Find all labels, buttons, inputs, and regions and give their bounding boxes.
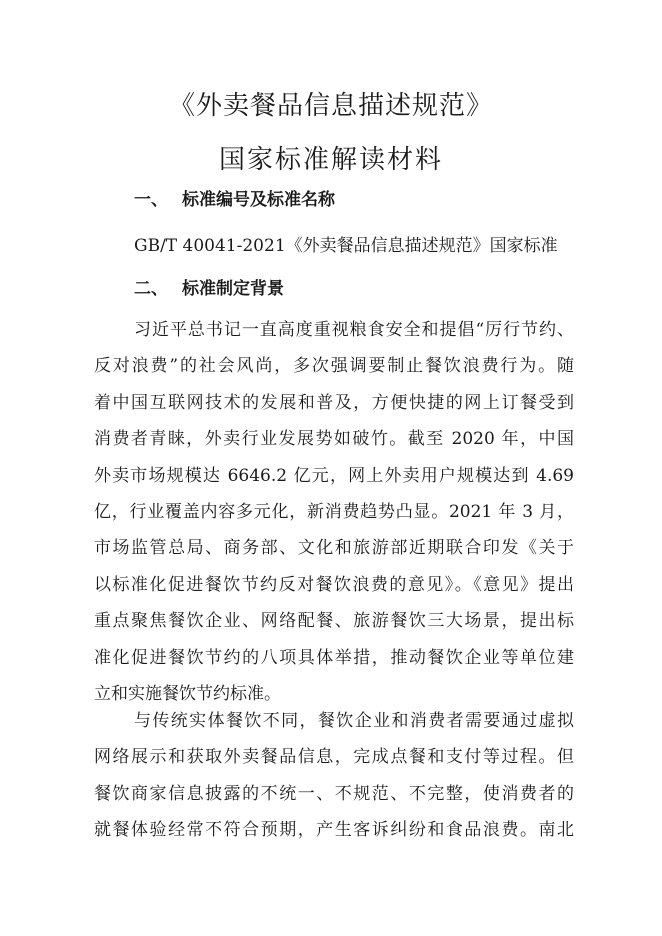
section-2-title: 标准制定背景 — [182, 279, 284, 299]
paragraph-line: 习近平总书记一直高度重视粮食安全和提倡“厉行节约、 — [134, 320, 574, 340]
paragraph-line: 以标准化促进餐饮节约反对餐饮浪费的意见》。《意见》提出 — [94, 574, 574, 595]
paragraph-line: 准化促进餐饮节约的八项具体举措，推动餐饮企业等单位建 — [94, 647, 574, 668]
section-1-title: 标准编号及标准名称 — [182, 190, 335, 210]
standard-identifier: GB/T 40041-2021《外卖餐品信息描述规范》国家标准 — [134, 236, 558, 256]
paragraph-line: 反对浪费”的社会风尚，多次强调要制止餐饮浪费行为。随 — [94, 356, 574, 377]
paragraph-line: 消费者青睐，外卖行业发展势如破竹。截至 2020 年，中国 — [94, 429, 574, 450]
paragraph-line: 网络展示和获取外卖餐品信息，完成点餐和支付等过程。但 — [94, 747, 574, 768]
section-1-number: 一、 — [134, 190, 168, 210]
paragraph-line: 餐饮商家信息披露的不统一、不规范、不完整，使消费者的 — [94, 783, 574, 804]
paragraph-line: 外卖市场规模达 6646.2 亿元，网上外卖用户规模达到 4.69 — [94, 465, 574, 486]
paragraph-1 — [94, 312, 574, 712]
paragraph-line: 就餐体验经常不符合预期，产生客诉纠纷和食品浪费。南北 — [94, 820, 574, 841]
paragraph-line: 重点聚焦餐饮企业、网络配餐、旅游餐饮三大场景，提出标 — [94, 611, 574, 632]
paragraph-line: 着中国互联网技术的发展和普及，方便快捷的网上订餐受到 — [94, 392, 574, 413]
paragraph-2 — [94, 703, 574, 849]
paragraph-line: 立和实施餐饮节约标准。 — [94, 683, 281, 704]
paragraph-line: 亿，行业覆盖内容多元化，新消费趋势凸显。2021 年 3 月， — [94, 501, 574, 522]
section-2-number: 二、 — [134, 279, 168, 299]
paragraph-line: 市场监管总局、商务部、文化和旅游部近期联合印发《关于 — [94, 538, 574, 559]
section-1-heading — [134, 188, 335, 212]
document-title: 《外卖餐品信息描述规范》 — [168, 91, 493, 121]
paragraph-line: 与传统实体餐饮不同，餐饮企业和消费者需要通过虚拟 — [134, 711, 574, 731]
section-2-heading — [134, 277, 284, 301]
document-subtitle: 国家标准解读材料 — [218, 145, 443, 175]
